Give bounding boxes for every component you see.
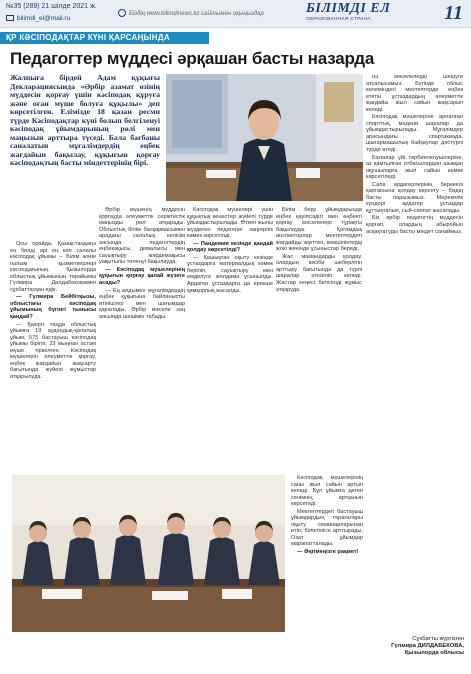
- text-column-6: [291, 475, 363, 657]
- signature-role: Сұхбатты жүргізген: [412, 636, 464, 642]
- paragraph: Осы орайда, Қазақстандағы ең белді әрі ең көп салалы кәсіподақ ұйымы – Білім және ғылым қызметкерлері кәсіподағының Қызылорда облыстық ұйымының төрайымы Гүлмира Дилдабековамен сұхбаттасқан едік.: [10, 241, 96, 293]
- author-signature: [388, 636, 464, 657]
- masthead-logo: [306, 2, 422, 26]
- text-column-2: [99, 207, 185, 471]
- issue-number: №35 (289) 21 шілдe 2021 ж.: [6, 3, 97, 10]
- signature-name: Гүлмира ДИЛДАБЕКОВА,: [391, 643, 464, 649]
- paragraph: Жас мамандарды қолдау, олардың кәсіби шеберлігін арттыру бағытында да түрлі шаралар өткізіліп келеді. Жастар кеңесі белсенді жұмыс атқаруда.: [276, 253, 362, 293]
- question: — Пандемия кезінде қандай қолдау көрсетілді?: [187, 240, 273, 254]
- paragraph: Мектептердегі бастауыш ұйымдардың төрағалары оқыту семинарларынан өтіп, біліктілігін арттырады. Озат ұйымдар марапатталады.: [291, 508, 363, 548]
- globe-icon: [118, 9, 126, 17]
- paragraph: ғы мәселелерді шешуге атсалысамыз. Бүгінде облыс көлеміндегі мектептерде еңбек ететін ұстаздардың әлеуметтік жағдайы жыл сайын жақсарып келеді.: [366, 74, 463, 113]
- paragraph: — Қашықтан оқыту кезінде ұстаздарға материалдық көмек беріліп, сауықтыру мен емделуге жолдама ұсынылды. Ардагер ұстаздарға да ерекше қамқорлық жасалды.: [187, 254, 273, 294]
- page-header: [0, 0, 471, 28]
- text-column-5: [366, 74, 463, 630]
- envelope-icon: [6, 15, 14, 21]
- masthead-subtitle: ОБРАЗОВАННАЯ СТРАНА: [306, 17, 371, 22]
- paragraph: Әрбір мүшенің мүддесін қорғауда әлеуметтік серіктестік маңызды рөл атқарады. Облыстық білім басқармасымен арадағы салалық келісім аясында педагогтердің еңбекақысы, демалысы мен сауықтыру жәрдемақысы уақытылы төленуі бақылауда.: [99, 207, 185, 266]
- article-lead: Жалпыға бірдей Адам құқығы Декларациясында «Әрбір азамат өзінің мүддесін қорғау үшін кәсіподақ құруға және оған мүше болуға құқылы» деп көрсетілген. Елімізде 18 қазан ресми түрде Кәсіподақтар күні болып белгіленуі кәсіподақ ұйымдарының рөлі мен маңызын арттыра түседі. Бала бағбаны саналатын мұғалімдердің еңбек жағдайын бақылау, құқығын қорғау кәсіподақтың басты міндеттерінің бірі.: [10, 73, 160, 167]
- paragraph: Балалар үйі тәрбиеленушілеріне, аз қамтылған отбасылардан шыққан оқушыларға жыл сайын көмек көрсетіледі.: [366, 154, 463, 181]
- paragraph: — Қазіргі таңда облыстық ұйымға 19 аудандық-қалалық ұйым, 575 бастауыш кәсіподақ ұйымы бірігіп, 23 мыңнан астам мүше тіркелген. Кәсіподақ мүшелерін әлеуметтік қорғау, еңбек жағдайын жақсарту бағытында жүйелі жұмыстар атқарылуда.: [10, 321, 96, 380]
- rubric-banner: ҚР КӘСІПОДАҚТАР КҮНІ ҚАРСАҢЫНДА: [0, 32, 209, 44]
- paragraph: Кәсіподақ мүшелері үшін құқықтық кеңестер жүйелі түрде ұйымдастырылады. Өткен жылы жүздеген педагогке заңгерлік көмек көрсетілді.: [187, 207, 273, 240]
- portrait-illustration: [166, 74, 363, 201]
- paragraph: Біз әрбір педагогтің мүддесін қорғап, олардың абыройын асқақтатуды басты міндет санаймыз.: [366, 215, 463, 235]
- page-number: 11: [444, 2, 463, 24]
- masthead-title: БІЛІМДІ ЕЛ: [306, 1, 391, 16]
- signature-region: Қызылорда облысы: [404, 650, 464, 656]
- closing-line: — Әңгімеңізге рақмет!: [297, 549, 359, 556]
- site-line: [118, 9, 264, 17]
- email-address[interactable]: bilimdi_el@mail.ru: [17, 15, 71, 22]
- group-illustration: [12, 475, 285, 632]
- question: — Кәсіподақ мүшелерінің құқығын қорғау қалай жүзеге асады?: [99, 266, 185, 287]
- portrait-photo: [166, 74, 363, 201]
- article-headline: Педагогтер мүддесі әрқашан басты назарда: [10, 49, 375, 68]
- question: — Гүлмира Бейбітқызы, облыстағы кәсіподақ ұйымының бүгінгі тынысы қандай?: [10, 294, 96, 321]
- paragraph: Кәсіподақ мүшелерінің саны жыл сайын артып келеді. Бұл ұйымға деген сенімнің артқанын көрсетеді.: [291, 475, 363, 508]
- email-line: [6, 15, 70, 22]
- text-column-3: [187, 207, 273, 471]
- site-text[interactable]: Біздің www.bilimdinews.kz сайтымен оқыңыздар: [129, 11, 264, 17]
- group-photo: [12, 475, 285, 632]
- text-column-1: [10, 241, 96, 471]
- paragraph: Сала ардагерлерінің берекелі қартаюына қолдау көрсету – біздің басты парызымыз. Мерекелік күндері ардагер ұстаздар құттықталып, сый-сияпат жасалады.: [366, 181, 463, 214]
- text-column-4: [276, 207, 362, 471]
- paragraph: Кәсіподақ мүшелеріне арналған спорттық, мәдени шаралар да ұйымдастырылады. Мұғалімдер арасындағы спартакиада, шығармашылық байқаулар дәстүрлі түрде өтеді.: [366, 114, 463, 154]
- paragraph: — Ең алдымен мұғалімдердің еңбек құқығына байланысты өтініштер мен шағымдар қаралады. Әрбір мәселе заң аясында шешімін табады.: [99, 287, 185, 320]
- paragraph: Білім беру ұйымдарында еңбек қауіпсіздігі мен еңбекті қорғау мәселелері тұрақты бақылауда. Қоғамдық инспекторлар мектептердегі жағдайды зерттеп, кемшіліктерді жою жөнінде ұсыныстар береді.: [276, 207, 362, 253]
